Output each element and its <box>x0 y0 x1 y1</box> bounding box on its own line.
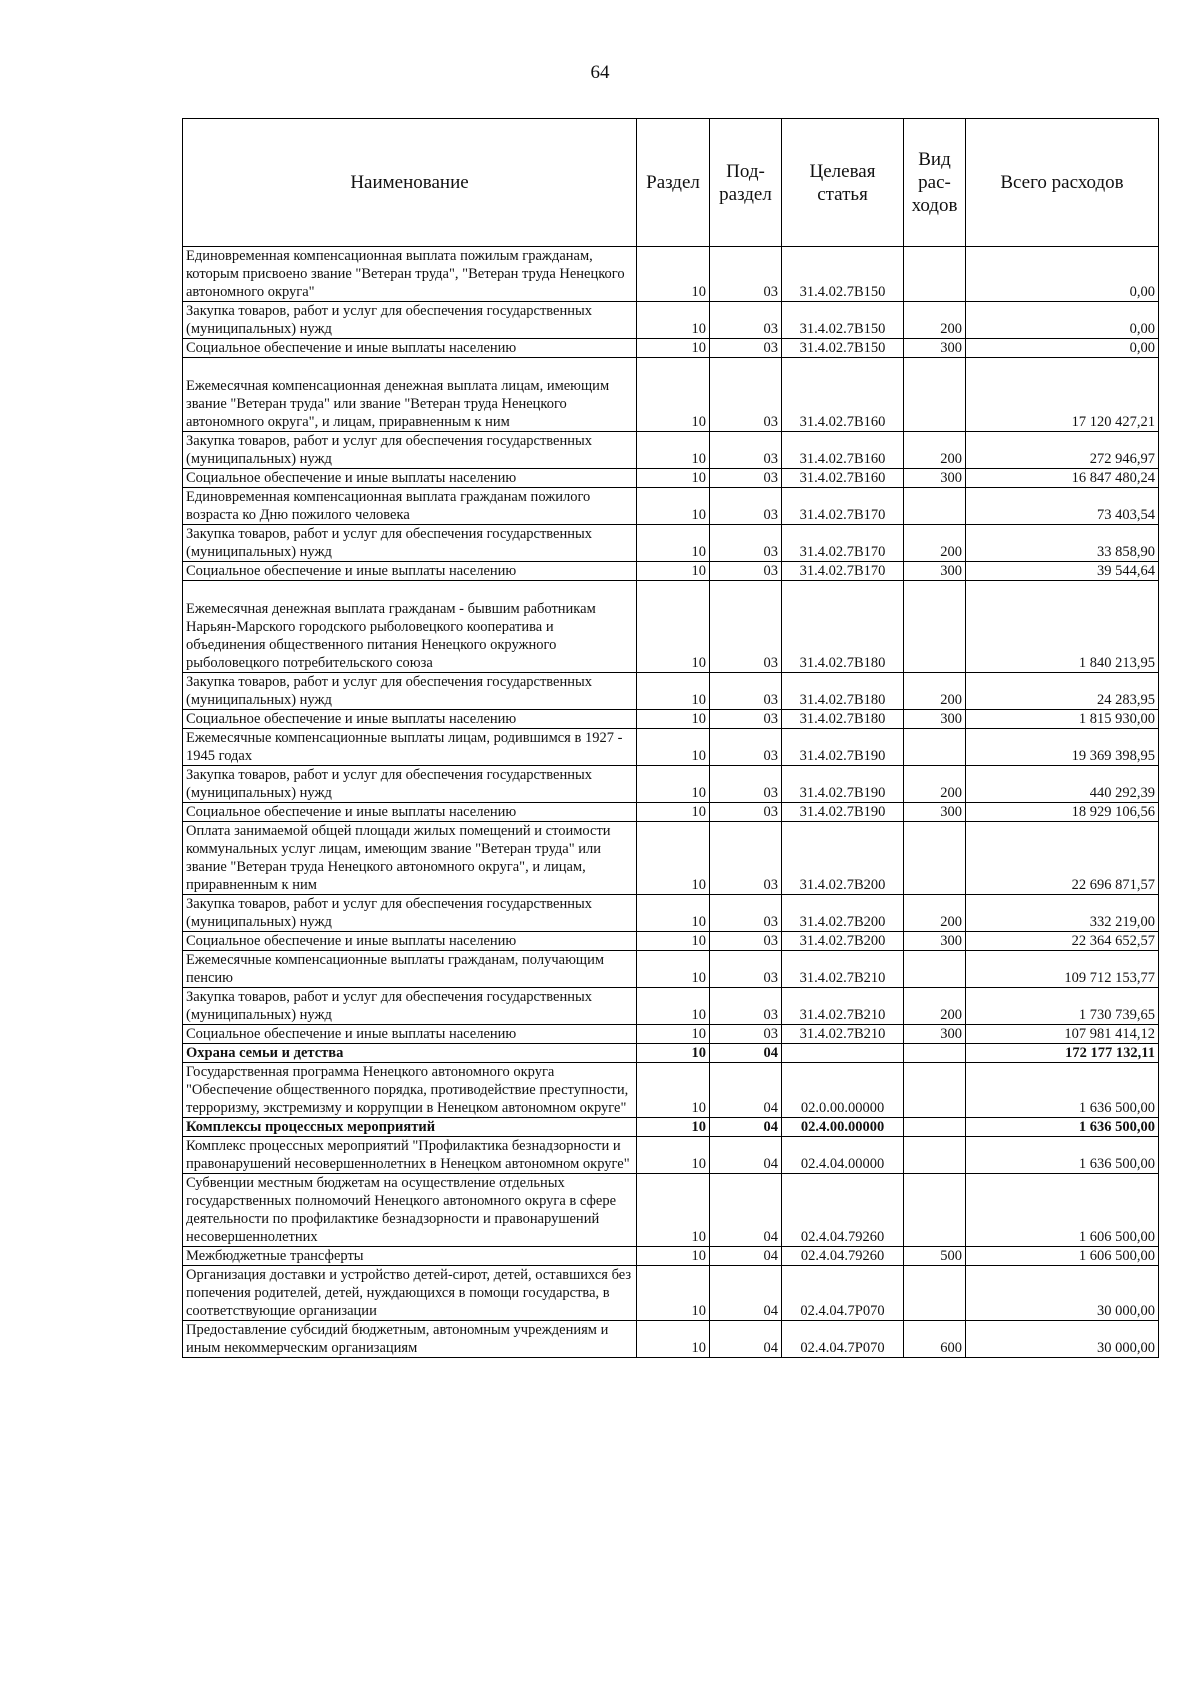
cell-subsection: 03 <box>710 822 782 895</box>
table-row <box>183 932 1159 951</box>
cell-target: 02.4.04.00000 <box>782 1137 904 1174</box>
table-row <box>183 1266 1159 1321</box>
cell-name: Межбюджетные трансферты <box>183 1247 637 1266</box>
cell-kind <box>904 1137 966 1174</box>
cell-kind: 600 <box>904 1321 966 1358</box>
cell-kind: 200 <box>904 673 966 710</box>
cell-subsection: 03 <box>710 339 782 358</box>
cell-target: 02.4.00.00000 <box>782 1118 904 1137</box>
cell-target: 31.4.02.7В150 <box>782 339 904 358</box>
cell-section: 10 <box>637 988 710 1025</box>
cell-subsection: 04 <box>710 1063 782 1118</box>
table-row <box>183 1118 1159 1137</box>
cell-subsection: 03 <box>710 803 782 822</box>
cell-target: 31.4.02.7В160 <box>782 432 904 469</box>
cell-name: Закупка товаров, работ и услуг для обеспечения государственных (муниципальных) нужд <box>183 895 637 932</box>
cell-total: 440 292,39 <box>966 766 1159 803</box>
table-row <box>183 1137 1159 1174</box>
cell-target: 31.4.02.7В170 <box>782 488 904 525</box>
cell-total: 0,00 <box>966 247 1159 302</box>
cell-subsection: 03 <box>710 432 782 469</box>
cell-name: Закупка товаров, работ и услуг для обеспечения государственных (муниципальных) нужд <box>183 525 637 562</box>
cell-total: 1 636 500,00 <box>966 1063 1159 1118</box>
table-row <box>183 1247 1159 1266</box>
cell-total: 30 000,00 <box>966 1266 1159 1321</box>
header-name: Наименование <box>183 119 637 247</box>
table-row <box>183 729 1159 766</box>
cell-kind <box>904 1044 966 1063</box>
cell-kind: 300 <box>904 932 966 951</box>
cell-section: 10 <box>637 1044 710 1063</box>
cell-name: Социальное обеспечение и иные выплаты населению <box>183 932 637 951</box>
cell-total: 22 364 652,57 <box>966 932 1159 951</box>
cell-target: 02.4.04.7Р070 <box>782 1321 904 1358</box>
table-row <box>183 988 1159 1025</box>
cell-target: 31.4.02.7В200 <box>782 932 904 951</box>
table-row <box>183 339 1159 358</box>
table-row <box>183 469 1159 488</box>
cell-subsection: 03 <box>710 729 782 766</box>
cell-subsection: 03 <box>710 951 782 988</box>
cell-name: Закупка товаров, работ и услуг для обеспечения государственных (муниципальных) нужд <box>183 432 637 469</box>
table-row <box>183 673 1159 710</box>
cell-total: 0,00 <box>966 302 1159 339</box>
cell-kind <box>904 729 966 766</box>
cell-section: 10 <box>637 822 710 895</box>
cell-target: 02.0.00.00000 <box>782 1063 904 1118</box>
cell-name: Социальное обеспечение и иные выплаты населению <box>183 710 637 729</box>
cell-kind <box>904 1174 966 1247</box>
cell-target: 31.4.02.7В210 <box>782 1025 904 1044</box>
cell-target: 31.4.02.7В150 <box>782 302 904 339</box>
cell-total: 172 177 132,11 <box>966 1044 1159 1063</box>
cell-kind: 200 <box>904 895 966 932</box>
cell-section: 10 <box>637 525 710 562</box>
table-row <box>183 803 1159 822</box>
cell-subsection: 03 <box>710 895 782 932</box>
cell-kind: 300 <box>904 562 966 581</box>
cell-target: 31.4.02.7В150 <box>782 247 904 302</box>
cell-section: 10 <box>637 581 710 673</box>
cell-total: 22 696 871,57 <box>966 822 1159 895</box>
cell-total: 18 929 106,56 <box>966 803 1159 822</box>
cell-total: 30 000,00 <box>966 1321 1159 1358</box>
cell-total: 1 730 739,65 <box>966 988 1159 1025</box>
cell-name: Ежемесячная денежная выплата гражданам - бывшим работникам Нарьян-Марского городского рыболовецкого кооператива и объединения общественного питания Ненецкого окружного рыболовецкого потребительского союза <box>183 581 637 673</box>
table-row <box>183 1044 1159 1063</box>
cell-name: Предоставление субсидий бюджетным, автономным учреждениям и иным некоммерческим организациям <box>183 1321 637 1358</box>
cell-kind <box>904 1063 966 1118</box>
cell-name: Социальное обеспечение и иные выплаты населению <box>183 803 637 822</box>
cell-kind: 300 <box>904 1025 966 1044</box>
table-row <box>183 895 1159 932</box>
cell-total: 24 283,95 <box>966 673 1159 710</box>
cell-section: 10 <box>637 302 710 339</box>
cell-total: 109 712 153,77 <box>966 951 1159 988</box>
cell-kind: 200 <box>904 766 966 803</box>
cell-target: 31.4.02.7В200 <box>782 895 904 932</box>
cell-total: 33 858,90 <box>966 525 1159 562</box>
cell-total: 1 815 930,00 <box>966 710 1159 729</box>
cell-kind: 300 <box>904 710 966 729</box>
cell-section: 10 <box>637 1321 710 1358</box>
cell-total: 0,00 <box>966 339 1159 358</box>
cell-total: 73 403,54 <box>966 488 1159 525</box>
budget-table <box>182 118 1159 1358</box>
cell-name: Оплата занимаемой общей площади жилых помещений и стоимости коммунальных услуг лицам, имеющим звание "Ветеран труда" или звание "Ветеран труда Ненецкого автономного округа", и лицам, приравненным к ним <box>183 822 637 895</box>
cell-section: 10 <box>637 932 710 951</box>
cell-subsection: 03 <box>710 302 782 339</box>
header-section: Раздел <box>637 119 710 247</box>
header-kind: Вид рас- ходов <box>904 119 966 247</box>
cell-kind <box>904 1266 966 1321</box>
cell-name: Социальное обеспечение и иные выплаты населению <box>183 1025 637 1044</box>
cell-section: 10 <box>637 488 710 525</box>
table-row <box>183 562 1159 581</box>
cell-subsection: 03 <box>710 932 782 951</box>
table-row <box>183 432 1159 469</box>
cell-target: 31.4.02.7В170 <box>782 562 904 581</box>
table-row <box>183 1321 1159 1358</box>
table-row <box>183 710 1159 729</box>
cell-name: Единовременная компенсационная выплата гражданам пожилого возраста ко Дню пожилого человека <box>183 488 637 525</box>
cell-total: 272 946,97 <box>966 432 1159 469</box>
cell-subsection: 04 <box>710 1044 782 1063</box>
cell-name: Закупка товаров, работ и услуг для обеспечения государственных (муниципальных) нужд <box>183 988 637 1025</box>
cell-section: 10 <box>637 562 710 581</box>
cell-kind: 200 <box>904 988 966 1025</box>
cell-target: 02.4.04.79260 <box>782 1247 904 1266</box>
cell-section: 10 <box>637 432 710 469</box>
cell-kind: 200 <box>904 432 966 469</box>
cell-name: Закупка товаров, работ и услуг для обеспечения государственных (муниципальных) нужд <box>183 302 637 339</box>
table-row <box>183 1063 1159 1118</box>
cell-total: 16 847 480,24 <box>966 469 1159 488</box>
cell-kind <box>904 951 966 988</box>
table-row <box>183 581 1159 673</box>
cell-section: 10 <box>637 895 710 932</box>
cell-total: 1 636 500,00 <box>966 1137 1159 1174</box>
table-row <box>183 525 1159 562</box>
table-row <box>183 358 1159 432</box>
cell-target <box>782 1044 904 1063</box>
cell-target: 31.4.02.7В160 <box>782 469 904 488</box>
cell-kind <box>904 488 966 525</box>
table-row <box>183 302 1159 339</box>
cell-target: 31.4.02.7В180 <box>782 673 904 710</box>
cell-total: 19 369 398,95 <box>966 729 1159 766</box>
cell-subsection: 03 <box>710 469 782 488</box>
cell-kind <box>904 581 966 673</box>
cell-target: 31.4.02.7В180 <box>782 581 904 673</box>
header-target: Целевая статья <box>782 119 904 247</box>
cell-name: Организация доставки и устройство детей-сирот, детей, оставшихся без попечения родителей, детей, нуждающихся в помощи государства, в соответствующие организации <box>183 1266 637 1321</box>
cell-subsection: 03 <box>710 581 782 673</box>
cell-target: 31.4.02.7В160 <box>782 358 904 432</box>
cell-target: 31.4.02.7В190 <box>782 803 904 822</box>
cell-subsection: 04 <box>710 1137 782 1174</box>
cell-target: 31.4.02.7В180 <box>782 710 904 729</box>
cell-subsection: 03 <box>710 525 782 562</box>
table-row <box>183 488 1159 525</box>
table-row <box>183 1174 1159 1247</box>
cell-kind: 300 <box>904 339 966 358</box>
table-body <box>183 247 1159 1358</box>
table-row <box>183 247 1159 302</box>
cell-section: 10 <box>637 766 710 803</box>
cell-subsection: 03 <box>710 673 782 710</box>
cell-section: 10 <box>637 358 710 432</box>
cell-name: Ежемесячная компенсационная денежная выплата лицам, имеющим звание "Ветеран труда" или звание "Ветеран труда Ненецкого автономного округа", и лицам, приравненным к ним <box>183 358 637 432</box>
cell-subsection: 04 <box>710 1321 782 1358</box>
cell-name: Комплексы процессных мероприятий <box>183 1118 637 1137</box>
cell-section: 10 <box>637 1174 710 1247</box>
cell-target: 31.4.02.7В190 <box>782 766 904 803</box>
cell-kind <box>904 822 966 895</box>
cell-section: 10 <box>637 951 710 988</box>
table-row <box>183 766 1159 803</box>
cell-total: 1 636 500,00 <box>966 1118 1159 1137</box>
cell-name: Единовременная компенсационная выплата пожилым гражданам, которым присвоено звание "Ветеран труда", "Ветеран труда Ненецкого автономного округа" <box>183 247 637 302</box>
cell-section: 10 <box>637 1247 710 1266</box>
cell-section: 10 <box>637 1266 710 1321</box>
cell-target: 02.4.04.79260 <box>782 1174 904 1247</box>
cell-section: 10 <box>637 469 710 488</box>
cell-subsection: 03 <box>710 488 782 525</box>
cell-name: Социальное обеспечение и иные выплаты населению <box>183 562 637 581</box>
cell-section: 10 <box>637 803 710 822</box>
cell-subsection: 03 <box>710 988 782 1025</box>
cell-subsection: 03 <box>710 766 782 803</box>
cell-name: Социальное обеспечение и иные выплаты населению <box>183 339 637 358</box>
cell-target: 31.4.02.7В170 <box>782 525 904 562</box>
cell-subsection: 03 <box>710 1025 782 1044</box>
cell-total: 1 840 213,95 <box>966 581 1159 673</box>
cell-target: 31.4.02.7В210 <box>782 988 904 1025</box>
cell-subsection: 03 <box>710 247 782 302</box>
cell-target: 31.4.02.7В190 <box>782 729 904 766</box>
cell-section: 10 <box>637 673 710 710</box>
header-subsection: Под- раздел <box>710 119 782 247</box>
cell-subsection: 03 <box>710 562 782 581</box>
cell-name: Комплекс процессных мероприятий "Профилактика безнадзорности и правонарушений несовершеннолетних в Ненецком автономном округе" <box>183 1137 637 1174</box>
cell-kind: 200 <box>904 302 966 339</box>
cell-name: Субвенции местным бюджетам на осуществление отдельных государственных полномочий Ненецкого автономного округа в сфере деятельности по профилактике безнадзорности и правонарушений несовершеннолетних <box>183 1174 637 1247</box>
cell-name: Ежемесячные компенсационные выплаты лицам, родившимся в 1927 - 1945 годах <box>183 729 637 766</box>
cell-kind: 300 <box>904 469 966 488</box>
cell-name: Ежемесячные компенсационные выплаты гражданам, получающим пенсию <box>183 951 637 988</box>
cell-subsection: 03 <box>710 358 782 432</box>
cell-section: 10 <box>637 710 710 729</box>
cell-subsection: 04 <box>710 1174 782 1247</box>
cell-name: Закупка товаров, работ и услуг для обеспечения государственных (муниципальных) нужд <box>183 766 637 803</box>
cell-name: Закупка товаров, работ и услуг для обеспечения государственных (муниципальных) нужд <box>183 673 637 710</box>
cell-section: 10 <box>637 1118 710 1137</box>
cell-kind <box>904 247 966 302</box>
cell-target: 31.4.02.7В210 <box>782 951 904 988</box>
cell-name: Социальное обеспечение и иные выплаты населению <box>183 469 637 488</box>
cell-kind: 200 <box>904 525 966 562</box>
cell-total: 17 120 427,21 <box>966 358 1159 432</box>
table-header-row <box>183 119 1159 247</box>
cell-section: 10 <box>637 1137 710 1174</box>
cell-section: 10 <box>637 247 710 302</box>
cell-kind: 300 <box>904 803 966 822</box>
cell-total: 1 606 500,00 <box>966 1247 1159 1266</box>
cell-kind <box>904 358 966 432</box>
cell-name: Государственная программа Ненецкого автономного округа "Обеспечение общественного порядка, противодействие преступности, терроризму, экстремизму и коррупции в Ненецком автономном округе" <box>183 1063 637 1118</box>
header-total: Всего расходов <box>966 119 1159 247</box>
cell-subsection: 04 <box>710 1266 782 1321</box>
cell-target: 02.4.04.7Р070 <box>782 1266 904 1321</box>
cell-name: Охрана семьи и детства <box>183 1044 637 1063</box>
cell-subsection: 04 <box>710 1247 782 1266</box>
table-row <box>183 951 1159 988</box>
cell-section: 10 <box>637 729 710 766</box>
cell-target: 31.4.02.7В200 <box>782 822 904 895</box>
cell-section: 10 <box>637 339 710 358</box>
cell-total: 39 544,64 <box>966 562 1159 581</box>
cell-section: 10 <box>637 1063 710 1118</box>
cell-total: 1 606 500,00 <box>966 1174 1159 1247</box>
page-number: 64 <box>590 62 610 83</box>
cell-kind <box>904 1118 966 1137</box>
table-row <box>183 1025 1159 1044</box>
cell-subsection: 03 <box>710 710 782 729</box>
cell-kind: 500 <box>904 1247 966 1266</box>
cell-subsection: 04 <box>710 1118 782 1137</box>
table-row <box>183 822 1159 895</box>
cell-total: 107 981 414,12 <box>966 1025 1159 1044</box>
cell-section: 10 <box>637 1025 710 1044</box>
cell-total: 332 219,00 <box>966 895 1159 932</box>
